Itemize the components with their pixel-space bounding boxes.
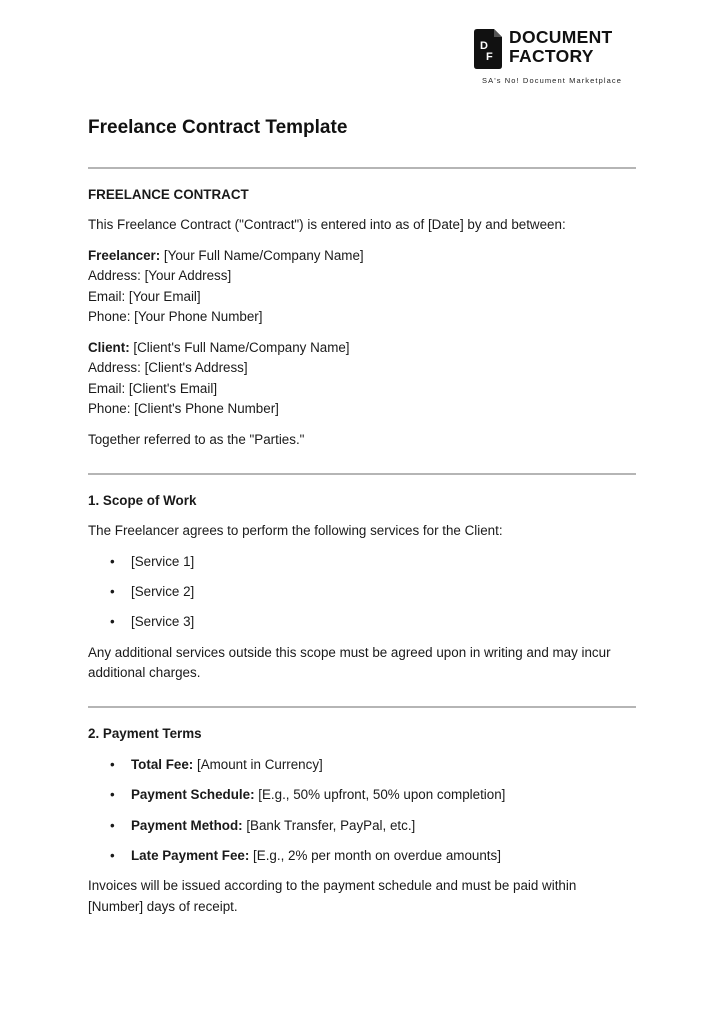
list-item: Payment Schedule: [E.g., 50% upfront, 50% upon completion] — [131, 787, 506, 802]
contract-lead: This Freelance Contract ("Contract") is entered into as of [Date] by and between: — [88, 217, 566, 232]
bullet-icon: • — [110, 614, 115, 629]
svg-text:D: D — [480, 40, 488, 52]
payment-heading: 2. Payment Terms — [88, 726, 202, 741]
client-phone: Phone: [Client's Phone Number] — [88, 401, 279, 416]
parties-note: Together referred to as the "Parties." — [88, 432, 305, 447]
bullet-icon: • — [110, 787, 115, 802]
freelancer-name-line: Freelancer: [Your Full Name/Company Name] — [88, 248, 364, 263]
document-factory-logo — [474, 28, 634, 86]
payment-note-line1: Invoices will be issued according to the payment schedule and must be paid within — [88, 878, 577, 893]
client-email: Email: [Client's Email] — [88, 381, 218, 396]
scope-note-line1: Any additional services outside this scope must be agreed upon in writing and may incur — [88, 645, 611, 660]
freelancer-phone: Phone: [Your Phone Number] — [88, 309, 263, 324]
client-name-line: Client: [Client's Full Name/Company Name] — [88, 340, 350, 355]
list-item: [Service 2] — [131, 584, 195, 599]
logo-tagline: SA's No! Document Marketplace — [482, 76, 623, 85]
list-item: Payment Method: [Bank Transfer, PayPal, etc.] — [131, 818, 416, 833]
scope-note-line2: additional charges. — [88, 665, 201, 680]
list-item: Total Fee: [Amount in Currency] — [131, 757, 323, 772]
freelancer-address: Address: [Your Address] — [88, 268, 232, 283]
section-divider — [88, 167, 636, 169]
payment-note-line2: [Number] days of receipt. — [88, 899, 238, 914]
contract-heading: FREELANCE CONTRACT — [88, 187, 249, 202]
bullet-icon: • — [110, 757, 115, 772]
list-item: Late Payment Fee: [E.g., 2% per month on overdue amounts] — [131, 848, 501, 863]
scope-lead: The Freelancer agrees to perform the following services for the Client: — [88, 523, 503, 538]
logo-wordmark: DOCUMENT FACTORY — [509, 27, 613, 66]
bullet-icon: • — [110, 848, 115, 863]
bullet-icon: • — [110, 818, 115, 833]
svg-text:F: F — [486, 51, 493, 63]
scope-heading: 1. Scope of Work — [88, 493, 197, 508]
document-logo-icon — [474, 29, 502, 69]
section-divider — [88, 473, 636, 475]
freelancer-email: Email: [Your Email] — [88, 289, 201, 304]
client-address: Address: [Client's Address] — [88, 360, 248, 375]
list-item: [Service 3] — [131, 614, 195, 629]
bullet-icon: • — [110, 554, 115, 569]
list-item: [Service 1] — [131, 554, 195, 569]
section-divider — [88, 706, 636, 708]
bullet-icon: • — [110, 584, 115, 599]
page-title: Freelance Contract Template — [88, 117, 348, 138]
